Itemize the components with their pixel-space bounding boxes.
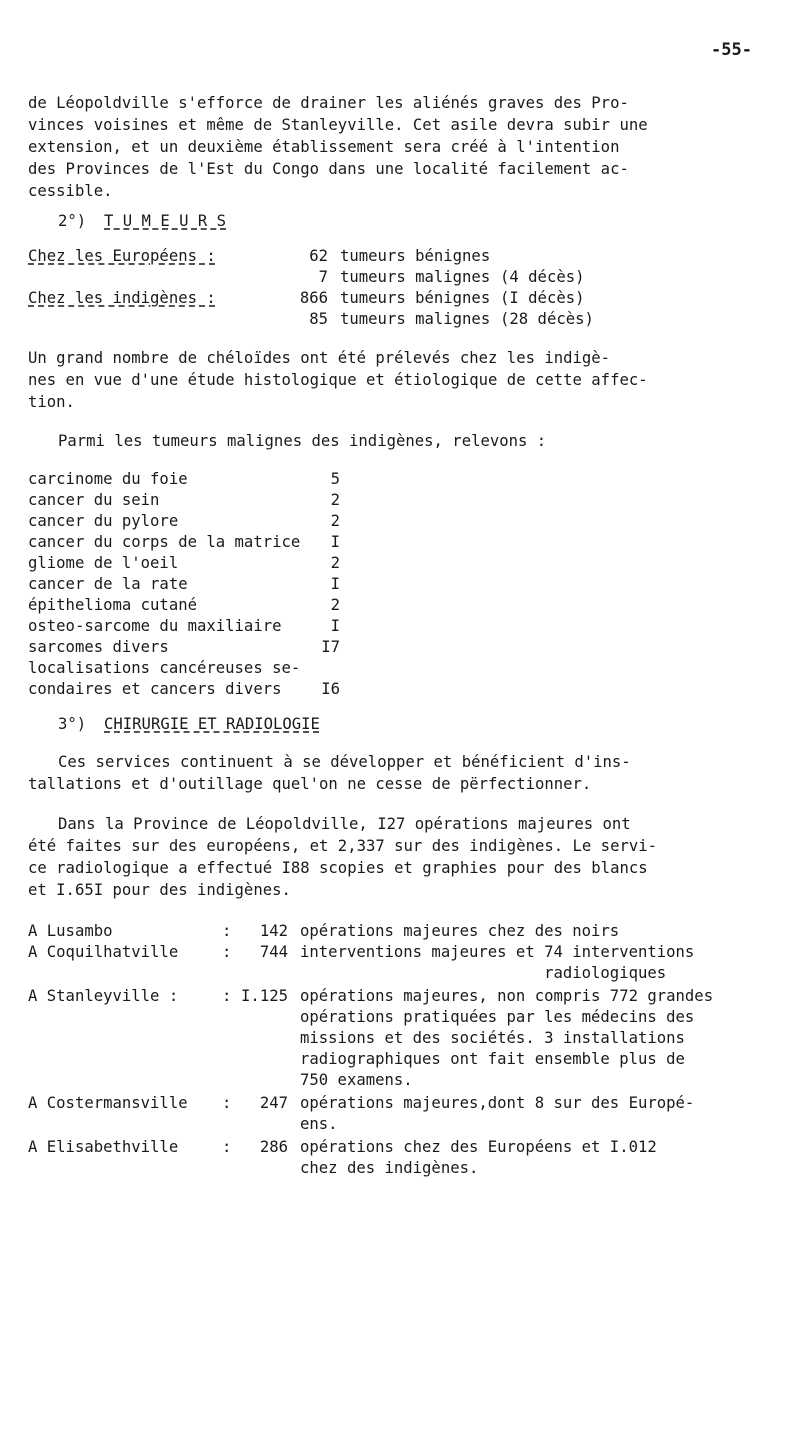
tumour-type: tumeurs bénignes	[340, 289, 491, 307]
list-item: carcinome du foie	[28, 470, 188, 488]
para-line: et I.65I pour des indigènes.	[28, 881, 291, 899]
para-line: Dans la Province de Léopoldville, I27 opérations majeures ont	[58, 815, 631, 833]
page-number: -55-	[711, 40, 752, 60]
para-line: été faites sur des européens, et 2,337 sur des indigènes. Le servi-	[28, 837, 658, 855]
list-count: 2	[330, 512, 340, 530]
list-item: cancer du corps de la matrice	[28, 533, 301, 551]
intro-line: extension, et un deuxième établissement sera créé à l'intention	[28, 138, 620, 156]
place-sep: :	[222, 922, 232, 940]
list-count: 2	[330, 491, 340, 509]
list-item: cancer de la rate	[28, 575, 188, 593]
deaths: (4 décès)	[500, 268, 585, 286]
section-heading: T U M E U R S	[104, 212, 227, 230]
place-text: opérations majeures,dont 8 sur des Europé-	[300, 1094, 695, 1112]
para-line: tion.	[28, 393, 75, 411]
section-number: 3°)	[58, 715, 87, 733]
place-text: ens.	[300, 1115, 338, 1133]
tumour-type: tumeurs bénignes	[340, 247, 491, 265]
place-text: opérations majeures, non compris 772 grandes	[300, 987, 714, 1005]
intro-line: de Léopoldville s'efforce de drainer les aliénés graves des Pro-	[28, 94, 629, 112]
list-count: 2	[330, 596, 340, 614]
section-number: 2°)	[58, 212, 87, 230]
para-line: tallations et d'outillage quel'on ne cesse de përfectionner.	[28, 775, 592, 793]
list-item: osteo-sarcome du maxiliaire	[28, 617, 282, 635]
place-name: A Lusambo	[28, 922, 113, 940]
deaths: (28 décès)	[500, 310, 594, 328]
list-item: sarcomes divers	[28, 638, 169, 656]
place-text: opérations pratiquées par les médecins des	[300, 1008, 695, 1026]
list-intro: Parmi les tumeurs malignes des indigènes, relevons :	[58, 432, 547, 450]
para-line: ce radiologique a effectué I88 scopies et graphies pour des blancs	[28, 859, 648, 877]
intro-line: cessible.	[28, 182, 113, 200]
intro-line: des Provinces de l'Est du Congo dans une localité facilement ac-	[28, 160, 629, 178]
list-count: 2	[330, 554, 340, 572]
place-sep: :	[222, 1094, 232, 1112]
list-item: localisations cancéreuses se-	[28, 659, 301, 677]
list-item: cancer du sein	[28, 491, 160, 509]
list-count: I7	[321, 638, 340, 656]
place-name: A Coquilhatville	[28, 943, 179, 961]
place-sep: :	[222, 1138, 232, 1156]
list-count: 5	[330, 470, 340, 488]
para-line: nes en vue d'une étude histologique et étiologique de cette affec-	[28, 371, 648, 389]
count: 62	[309, 247, 328, 265]
section-heading: CHIRURGIE ET RADIOLOGIE	[104, 715, 320, 733]
intro-line: vinces voisines et même de Stanleyville. Cet asile devra subir une	[28, 116, 648, 134]
para-line: Un grand nombre de chéloïdes ont été prélevés chez les indigè-	[28, 349, 611, 367]
place-number: 247	[259, 1094, 288, 1112]
list-item: gliome de l'oeil	[28, 554, 179, 572]
para-line: Ces services continuent à se développer et bénéficient d'ins-	[58, 753, 631, 771]
list-item: épithelioma cutané	[28, 596, 197, 614]
place-text: missions et des sociétés. 3 installations	[300, 1029, 685, 1047]
tumour-type: tumeurs malignes	[340, 268, 491, 286]
place-number: 744	[259, 943, 288, 961]
count: 85	[309, 310, 328, 328]
place-text: opérations majeures chez des noirs	[300, 922, 620, 940]
place-text: radiologiques	[300, 964, 667, 982]
list-count: I	[330, 533, 340, 551]
place-number: 142	[259, 922, 288, 940]
list-item: cancer du pylore	[28, 512, 179, 530]
place-text: 750 examens.	[300, 1071, 413, 1089]
tumour-type: tumeurs malignes	[340, 310, 491, 328]
count: 866	[299, 289, 328, 307]
list-count: I	[330, 617, 340, 635]
place-sep: :	[222, 987, 232, 1005]
count: 7	[318, 268, 328, 286]
place-number: I.125	[241, 987, 288, 1005]
group-label: Chez les indigènes :	[28, 289, 216, 307]
place-number: 286	[259, 1138, 288, 1156]
place-name: A Stanleyville :	[28, 987, 179, 1005]
place-text: interventions majeures et 74 interventions	[300, 943, 695, 961]
place-text: chez des indigènes.	[300, 1159, 479, 1177]
place-sep: :	[222, 943, 232, 961]
place-text: radiographiques ont fait ensemble plus de	[300, 1050, 685, 1068]
list-count: I6	[321, 680, 340, 698]
place-text: opérations chez des Européens et I.012	[300, 1138, 657, 1156]
list-count: I	[330, 575, 340, 593]
deaths: (I décès)	[500, 289, 585, 307]
group-label: Chez les Européens :	[28, 247, 216, 265]
place-name: A Elisabethville	[28, 1138, 179, 1156]
list-item: condaires et cancers divers	[28, 680, 282, 698]
place-name: A Costermansville	[28, 1094, 188, 1112]
